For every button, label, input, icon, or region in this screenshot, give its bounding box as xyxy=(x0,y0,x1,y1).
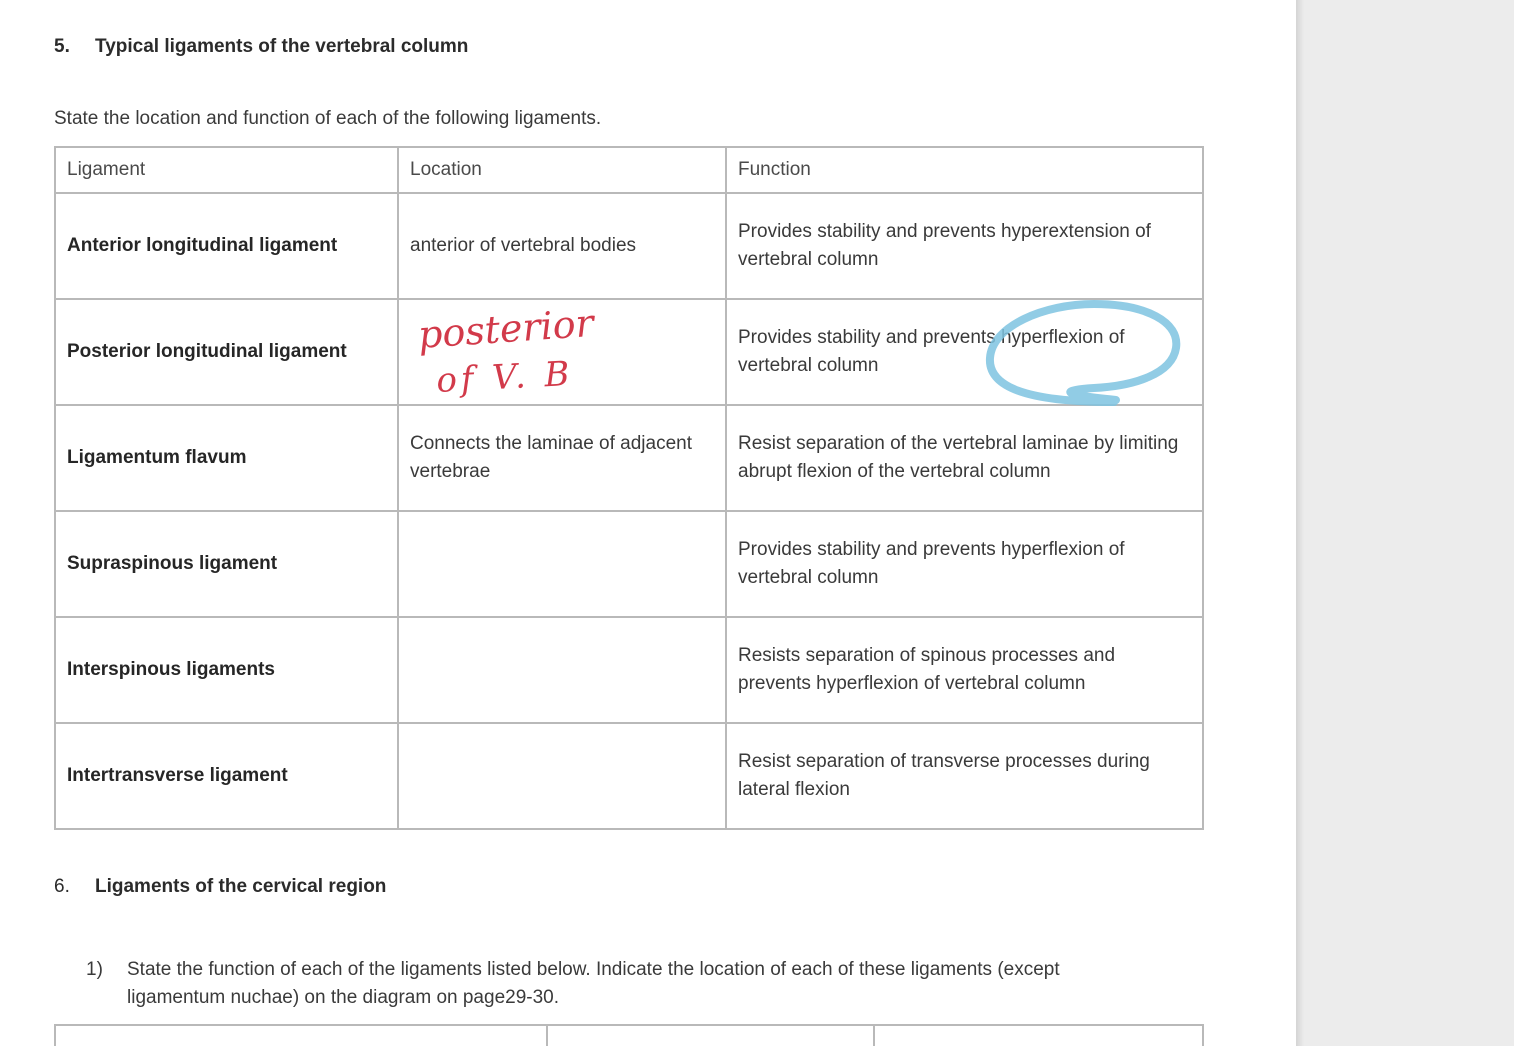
table-row xyxy=(55,511,1203,617)
handwriting-line-1: posterior xyxy=(416,300,596,357)
ligament-name: Supraspinous ligament xyxy=(55,511,398,617)
ligament-name: Intertransverse ligament xyxy=(55,723,398,829)
handwriting-line-2: of V. B xyxy=(435,353,575,401)
handwritten-annotation xyxy=(399,300,725,404)
highlight-circle-mark xyxy=(984,298,1184,410)
ligament-name: Ligamentum flavum xyxy=(55,405,398,511)
ligament-location[interactable] xyxy=(398,723,726,829)
list-item-text: State the function of each of the ligaments listed below. Indicate the location of each of these ligaments (except ligamentum nuchae) on the diagram on page29-30. xyxy=(127,959,1060,1008)
ligament-location[interactable] xyxy=(398,617,726,723)
ligament-function: Provides stability and prevents hyperflexion of vertebral column xyxy=(726,299,1203,405)
page-edge-shadow xyxy=(1296,0,1304,1046)
header-cell xyxy=(55,1025,547,1046)
header-cell xyxy=(874,1025,1203,1046)
ligament-function: Resists separation of spinous processes and prevents hyperflexion of vertebral column xyxy=(726,617,1203,723)
table-header-row xyxy=(55,147,1203,193)
ligament-function: Provides stability and prevents hyperflexion of vertebral column xyxy=(726,511,1203,617)
list-item-marker: 1) xyxy=(86,959,103,980)
header-cell xyxy=(547,1025,874,1046)
ligament-name: Posterior longitudinal ligament xyxy=(55,299,398,405)
header-function: Function xyxy=(726,147,1203,193)
ligament-location[interactable]: Connects the laminae of adjacent vertebrae xyxy=(398,405,726,511)
table-row xyxy=(55,193,1203,299)
ligament-name: Anterior longitudinal ligament xyxy=(55,193,398,299)
table-row xyxy=(55,617,1203,723)
section-5-heading xyxy=(54,36,468,58)
table-row xyxy=(55,723,1203,829)
cervical-ligaments-table xyxy=(54,1024,1204,1046)
table-row xyxy=(55,405,1203,511)
section-6-title: Ligaments of the cervical region xyxy=(95,876,387,897)
table-header-row xyxy=(55,1025,1203,1046)
ligament-function: Provides stability and prevents hyperextension of vertebral column xyxy=(726,193,1203,299)
ligament-name: Interspinous ligaments xyxy=(55,617,398,723)
ligament-function: Resist separation of transverse processes during lateral flexion xyxy=(726,723,1203,829)
ligament-location[interactable] xyxy=(398,511,726,617)
ligament-location[interactable]: anterior of vertebral bodies xyxy=(398,193,726,299)
ligament-function: Resist separation of the vertebral laminae by limiting abrupt flexion of the vertebral column xyxy=(726,405,1203,511)
header-ligament: Ligament xyxy=(55,147,398,193)
ligament-location-handwritten[interactable] xyxy=(398,299,726,405)
section-5-title: Typical ligaments of the vertebral column xyxy=(95,36,469,57)
section-5-instruction: State the location and function of each of the following ligaments. xyxy=(54,108,602,129)
section-6-heading xyxy=(54,876,386,898)
section-5-number: 5. xyxy=(54,36,70,57)
ligaments-table xyxy=(54,146,1204,830)
section-6-number: 6. xyxy=(54,876,70,897)
header-location: Location xyxy=(398,147,726,193)
